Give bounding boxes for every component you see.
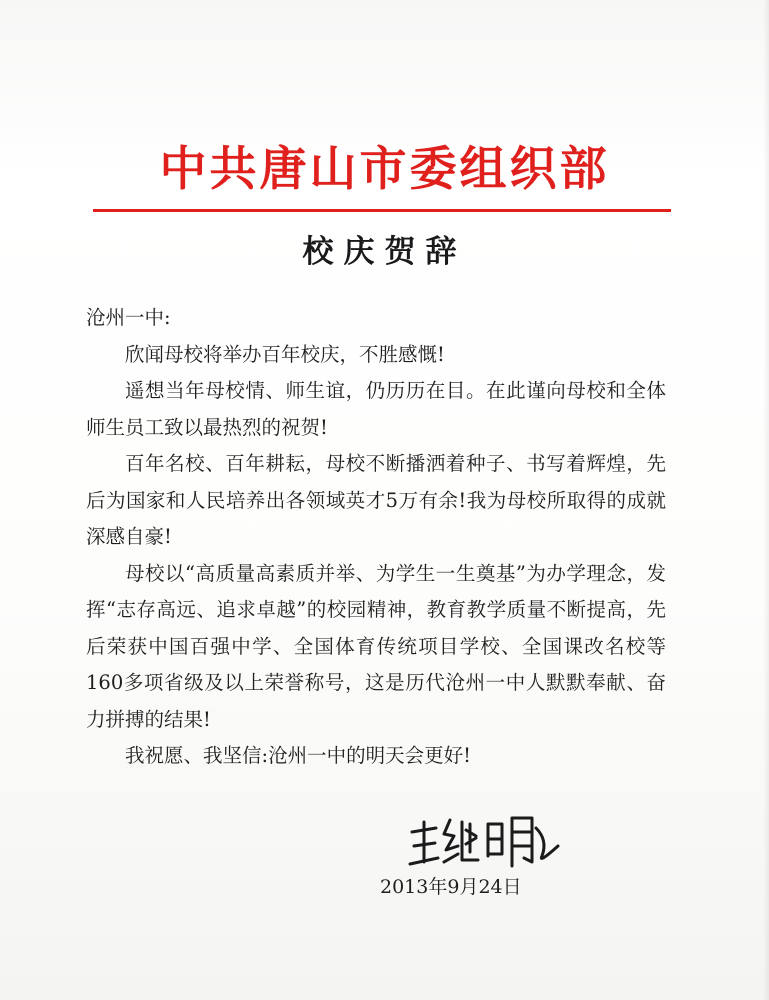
letterhead-red-rule <box>93 209 671 212</box>
handwritten-signature <box>408 810 568 870</box>
paragraph-4: 母校以“高质量高素质并举、为学生一生奠基”为办学理念，发挥“志存高远、追求卓越”的校园精神，教育教学质量不断提高，先后荣获中国百强中学、全国体育传统项目学校、全国课改名校等160多项省级及以上荣誉称号，这是历代沧州一中人默默奉献、奋力拼搏的结果! <box>86 561 666 731</box>
paragraph-3: 百年名校、百年耕耘，母校不断播洒着种子、书写着辉煌，先后为国家和人民培养出各领域英才5万有余!我为母校所取得的成就深感自豪! <box>86 452 666 548</box>
paragraph-5: 我祝愿、我坚信:沧州一中的明天会更好! <box>125 744 471 767</box>
letterhead-organization: 中共唐山市委组织部 <box>159 142 610 197</box>
paragraph-2: 遥想当年母校情、师生谊，仍历历在目。在此谨向母校和全体师生员工致以最热烈的祝贺! <box>86 379 666 439</box>
letter-date: 2013年9月24日 <box>380 876 522 898</box>
letter-body <box>86 300 666 775</box>
document-title: 校庆贺辞 <box>302 234 467 270</box>
paragraph-1: 欣闻母校将举办百年校庆，不胜感慨! <box>125 342 445 366</box>
salutation: 沧州一中: <box>86 306 171 329</box>
